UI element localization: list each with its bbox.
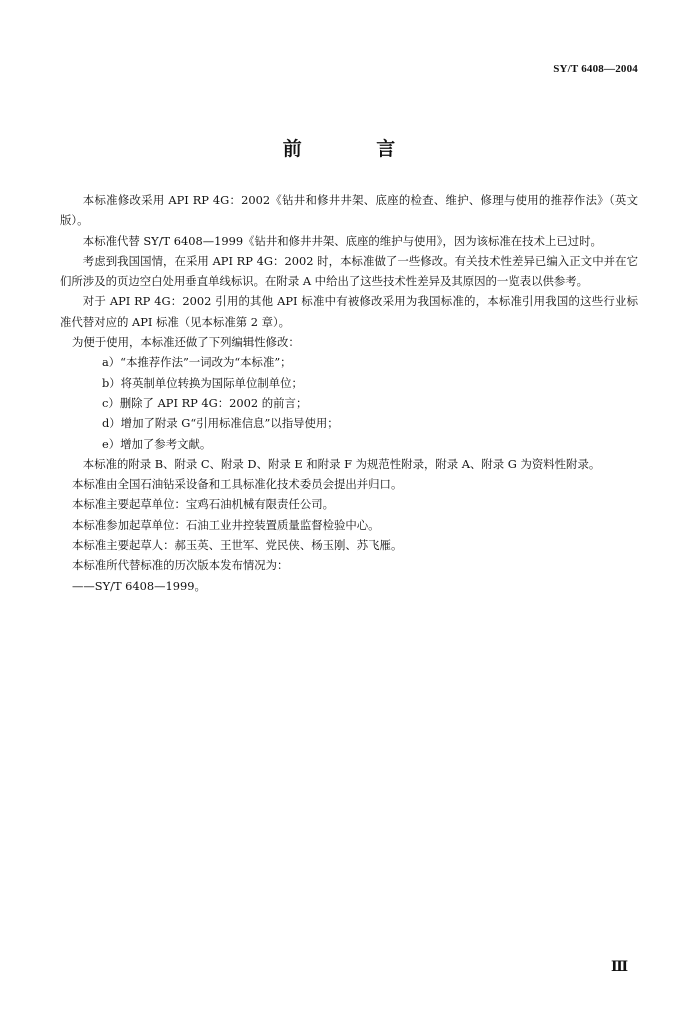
paragraph-appendices: 本标准的附录 B、附录 C、附录 D、附录 E 和附录 F 为规范性附录，附录 A、附录 G 为资料性附录。 [82,456,601,471]
edit-item-d: d）增加了附录 G“引用标准信息”以指导使用； [102,416,339,431]
paragraph-version-history-intro: 本标准所代替标准的历次版本发布情况为： [72,558,289,573]
paragraph-referenced-standards: 对于 API RP 4G：2002 引用的其他 API 标准中有被修改采用为我国标准的，本标准引用我国的这些行业标准代替对应的 API 标准（见本标准第 2 章）。 [60,294,638,329]
paragraph-editorial-intro: 为便于使用，本标准还做了下列编辑性修改： [72,335,300,350]
paragraph-participating-unit: 本标准参加起草单位：石油工业井控装置质量监督检验中心。 [72,517,380,532]
version-history-item: ——SY/T 6408—1999。 [72,578,206,593]
foreword-body [60,190,638,596]
standard-code-header: SY/T 6408—2004 [553,63,638,75]
edit-item-a: a）“本推荐作法”一词改为“本标准”； [102,355,292,370]
paragraph-proposer: 本标准由全国石油钻采设备和工具标准化技术委员会提出并归口。 [72,477,403,492]
page-title: 前 言 [282,138,430,160]
edit-item-e: e）增加了参考文献。 [102,436,212,451]
edit-item-b: b）将英制单位转换为国际单位制单位； [102,375,303,390]
paragraph-adoption: 本标准修改采用 API RP 4G：2002《钻井和修井井架、底座的检查、维护、修理与使用的推荐作法》（英文版）。 [60,193,638,228]
paragraph-national-conditions: 考虑到我国国情，在采用 API RP 4G：2002 时，本标准做了一些修改。有关技术性差异已编入正文中并在它们所涉及的页边空白处用垂直单线标识。在附录 A 中给出了这些技术性差异及其原因的一览表以供参考。 [60,253,638,289]
edit-item-c: c）删除了 API RP 4G：2002 的前言； [102,395,308,410]
paragraph-main-drafter-unit: 本标准主要起草单位：宝鸡石油机械有限责任公司。 [72,497,334,512]
page-number: Ⅲ [610,960,628,975]
paragraph-drafters: 本标准主要起草人：郝玉英、王世军、党民侠、杨玉刚、苏飞雁。 [72,538,403,553]
paragraph-replacement: 本标准代替 SY/T 6408—1999《钻井和修井井架、底座的维护与使用》，因为该标准在技术上已过时。 [82,233,602,248]
